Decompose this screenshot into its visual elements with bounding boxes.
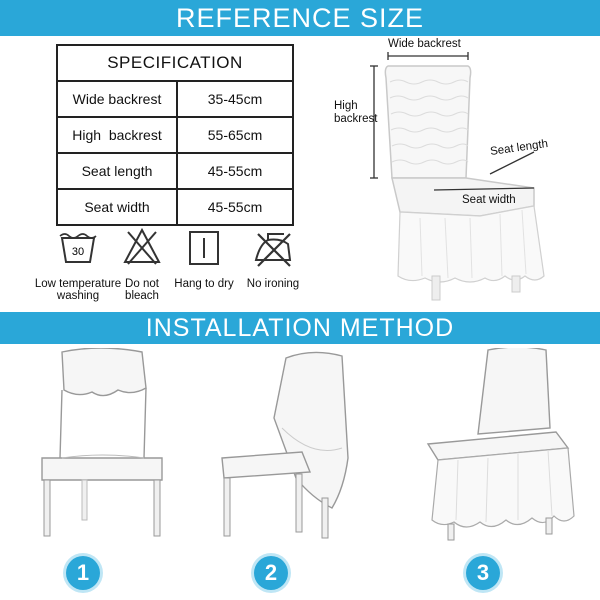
- seat-length-label: Seat length: [489, 138, 549, 158]
- table-row: [57, 153, 293, 189]
- step-3-badge: 3: [466, 556, 500, 590]
- care-label: Do not bleach: [125, 278, 159, 302]
- spec-label: High backrest: [57, 117, 177, 153]
- spec-title: SPECIFICATION: [57, 45, 293, 81]
- seat-width-label: Seat width: [462, 194, 516, 206]
- wash-temp-badge: 30: [71, 246, 85, 258]
- spec-label: Seat length: [57, 153, 177, 189]
- care-label: Low temperature washing: [34, 278, 122, 302]
- table-row: [57, 117, 293, 153]
- care-label: Hang to dry: [174, 278, 234, 290]
- installation-method-title: INSTALLATION METHOD: [145, 314, 455, 342]
- installation-method-banner: [0, 312, 600, 344]
- care-item-hang-dry: [174, 226, 234, 290]
- spec-label: Seat width: [57, 189, 177, 225]
- low-temperature-washing-icon: [56, 226, 100, 270]
- high-backrest-label: High backrest: [334, 100, 378, 125]
- spec-value: 35-45cm: [177, 81, 293, 117]
- step-1-badge: 1: [66, 556, 100, 590]
- spec-value: 45-55cm: [177, 189, 293, 225]
- spec-value: 45-55cm: [177, 153, 293, 189]
- chair-step-2-icon: [212, 348, 372, 548]
- hang-to-dry-icon: [186, 226, 222, 270]
- specification-table: [56, 44, 294, 226]
- installation-step-3-illustration: [418, 348, 578, 553]
- no-ironing-icon: [250, 226, 296, 270]
- care-item-ironing: [246, 226, 300, 290]
- care-item-bleach: [122, 226, 162, 302]
- care-label: No ironing: [246, 278, 300, 290]
- installation-step-1-illustration: [22, 348, 182, 553]
- chair-cover-illustration: [330, 38, 600, 308]
- spec-header-row: [57, 45, 293, 81]
- step-2-badge: 2: [254, 556, 288, 590]
- chair-step-3-icon: [418, 348, 578, 548]
- table-row: [57, 189, 293, 225]
- wide-backrest-label: Wide backrest: [388, 38, 461, 50]
- installation-step-2-illustration: [212, 348, 372, 553]
- chair-measurement-diagram: [330, 38, 600, 308]
- reference-size-banner: [0, 0, 600, 36]
- spec-label: Wide backrest: [57, 81, 177, 117]
- table-row: [57, 81, 293, 117]
- spec-value: 55-65cm: [177, 117, 293, 153]
- chair-step-1-icon: [22, 348, 182, 548]
- care-item-washing: [34, 226, 122, 302]
- reference-size-title: REFERENCE SIZE: [175, 3, 425, 33]
- do-not-bleach-icon: [122, 226, 162, 270]
